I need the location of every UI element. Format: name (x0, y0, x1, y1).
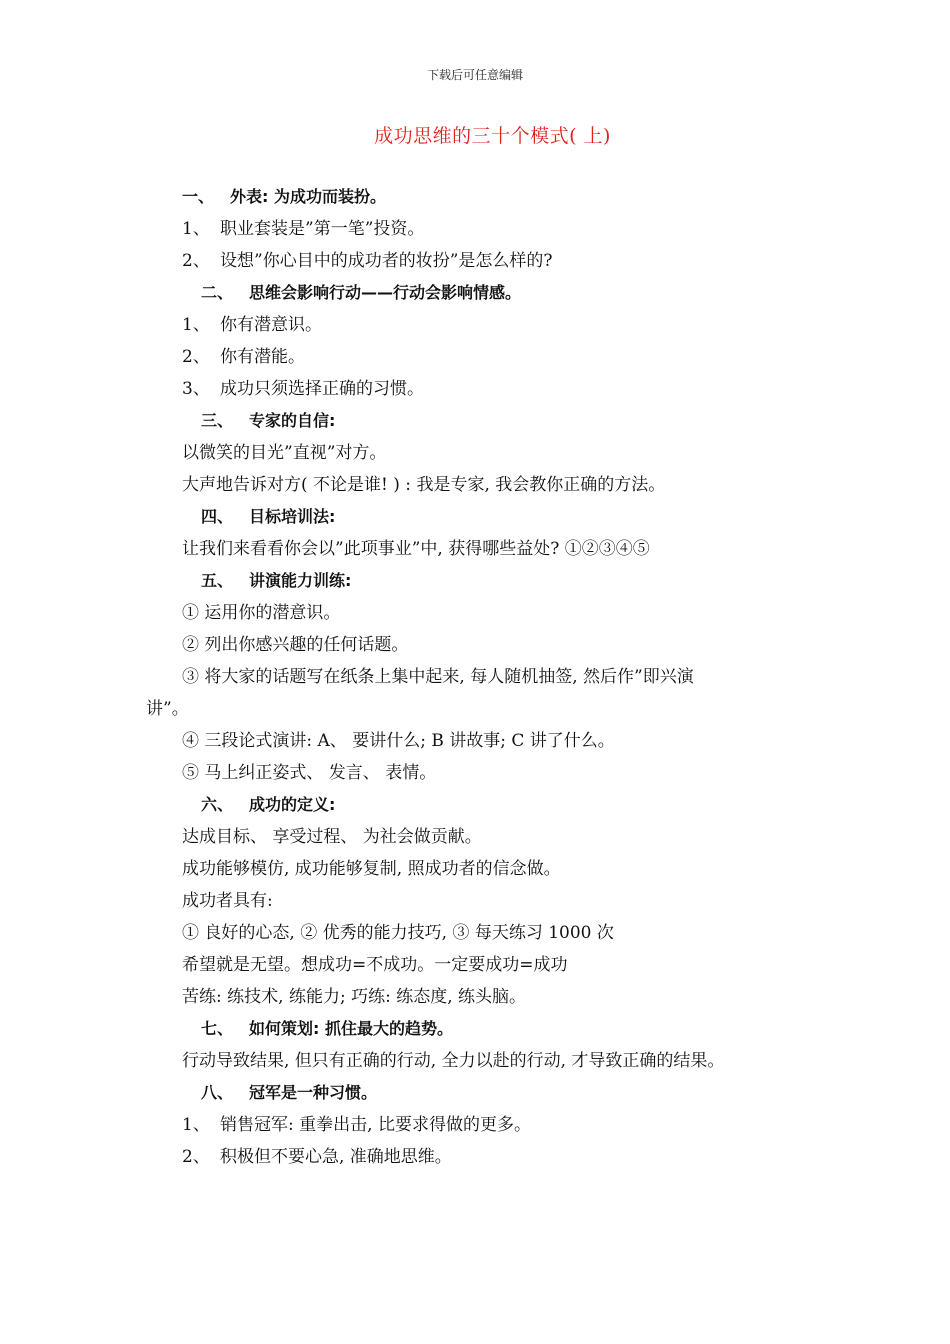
item-number: 2、 (182, 251, 210, 271)
section-number: 三、 (201, 411, 234, 430)
item-text: 你有潜能。 (220, 347, 305, 367)
item-text: 设想”你心目中的成功者的妆扮”是怎么样的? (220, 251, 553, 271)
list-item (0, 341, 950, 373)
item-number: 2、 (182, 1147, 210, 1167)
section-number: 四、 (201, 507, 234, 526)
list-item (0, 373, 950, 405)
paragraph-line: 让我们来看看你会以”此项事业”中, 获得哪些益处? ①②③④⑤ (182, 539, 650, 559)
section-heading (0, 789, 950, 821)
paragraph-line: 成功能够模仿, 成功能够复制, 照成功者的信念做。 (182, 859, 561, 879)
section-heading (0, 501, 950, 533)
item-text: 职业套装是”第一笔”投资。 (220, 219, 425, 239)
section-number: 八、 (201, 1083, 234, 1102)
paragraph-line-continuation: 讲”。 (146, 699, 189, 719)
section-number: 一、 (182, 187, 215, 206)
paragraph-line: ⑤ 马上纠正姿式、 发言、 表情。 (182, 763, 437, 783)
item-number: 3、 (182, 379, 210, 399)
section-heading (0, 1013, 950, 1045)
paragraph-line: 达成目标、 享受过程、 为社会做贡献。 (182, 827, 482, 847)
section-title: 冠军是一种习惯。 (249, 1083, 378, 1102)
item-number: 1、 (182, 219, 210, 239)
header-note: 下载后可任意编辑 (426, 68, 523, 82)
section-title: 思维会影响行动——行动会影响情感。 (249, 283, 522, 302)
paragraph-line: ③ 将大家的话题写在纸条上集中起来, 每人随机抽签, 然后作”即兴演 (182, 667, 694, 687)
section-number: 七、 (201, 1019, 234, 1038)
section-number: 六、 (201, 795, 234, 814)
paragraph-line: 以微笑的目光”直视”对方。 (182, 443, 387, 463)
paragraph-line: 行动导致结果, 但只有正确的行动, 全力以赴的行动, 才导致正确的结果。 (182, 1051, 725, 1071)
section-heading (0, 405, 950, 437)
item-number: 1、 (182, 315, 210, 335)
item-text: 你有潜意识。 (220, 315, 322, 335)
paragraph-line: ② 列出你感兴趣的任何话题。 (182, 635, 409, 655)
paragraph-line: ① 良好的心态, ② 优秀的能力技巧, ③ 每天练习 1000 次 (182, 923, 614, 943)
list-item (0, 1141, 950, 1173)
item-number: 2、 (182, 347, 210, 367)
section-title: 如何策划: 抓住最大的趋势。 (249, 1019, 453, 1038)
section-title: 外表: 为成功而装扮。 (230, 187, 386, 206)
item-text: 积极但不要心急, 准确地思维。 (220, 1147, 452, 1167)
item-text: 销售冠军: 重拳出击, 比要求得做的更多。 (220, 1115, 531, 1135)
section-heading (0, 565, 950, 597)
section-number: 二、 (201, 283, 234, 302)
section-number: 五、 (201, 571, 234, 590)
item-text: 成功只须选择正确的习惯。 (220, 379, 424, 399)
section-heading (0, 277, 950, 309)
document-title: 成功思维的三十个模式( 上) (374, 125, 611, 147)
section-heading (0, 1077, 950, 1109)
paragraph-line: 苦练: 练技术, 练能力; 巧练: 练态度, 练头脑。 (182, 987, 527, 1007)
paragraph-line: ④ 三段论式演讲: A、 要讲什么; B 讲故事; C 讲了什么。 (182, 731, 615, 751)
paragraph-line: 成功者具有: (182, 891, 273, 911)
paragraph-line: ① 运用你的潜意识。 (182, 603, 341, 623)
list-item (0, 213, 950, 245)
paragraph-line: 希望就是无望。想成功=不成功。一定要成功=成功 (182, 955, 568, 975)
list-item (0, 1109, 950, 1141)
section-title: 成功的定义: (249, 795, 336, 814)
section-title: 讲演能力训练: (249, 571, 352, 590)
section-title: 专家的自信: (249, 411, 336, 430)
document-body (0, 181, 950, 1173)
paragraph-line: 大声地告诉对方( 不论是谁! ) : 我是专家, 我会教你正确的方法。 (182, 475, 666, 495)
item-number: 1、 (182, 1115, 210, 1135)
list-item (0, 245, 950, 277)
list-item (0, 309, 950, 341)
section-heading (0, 181, 950, 213)
section-title: 目标培训法: (249, 507, 336, 526)
